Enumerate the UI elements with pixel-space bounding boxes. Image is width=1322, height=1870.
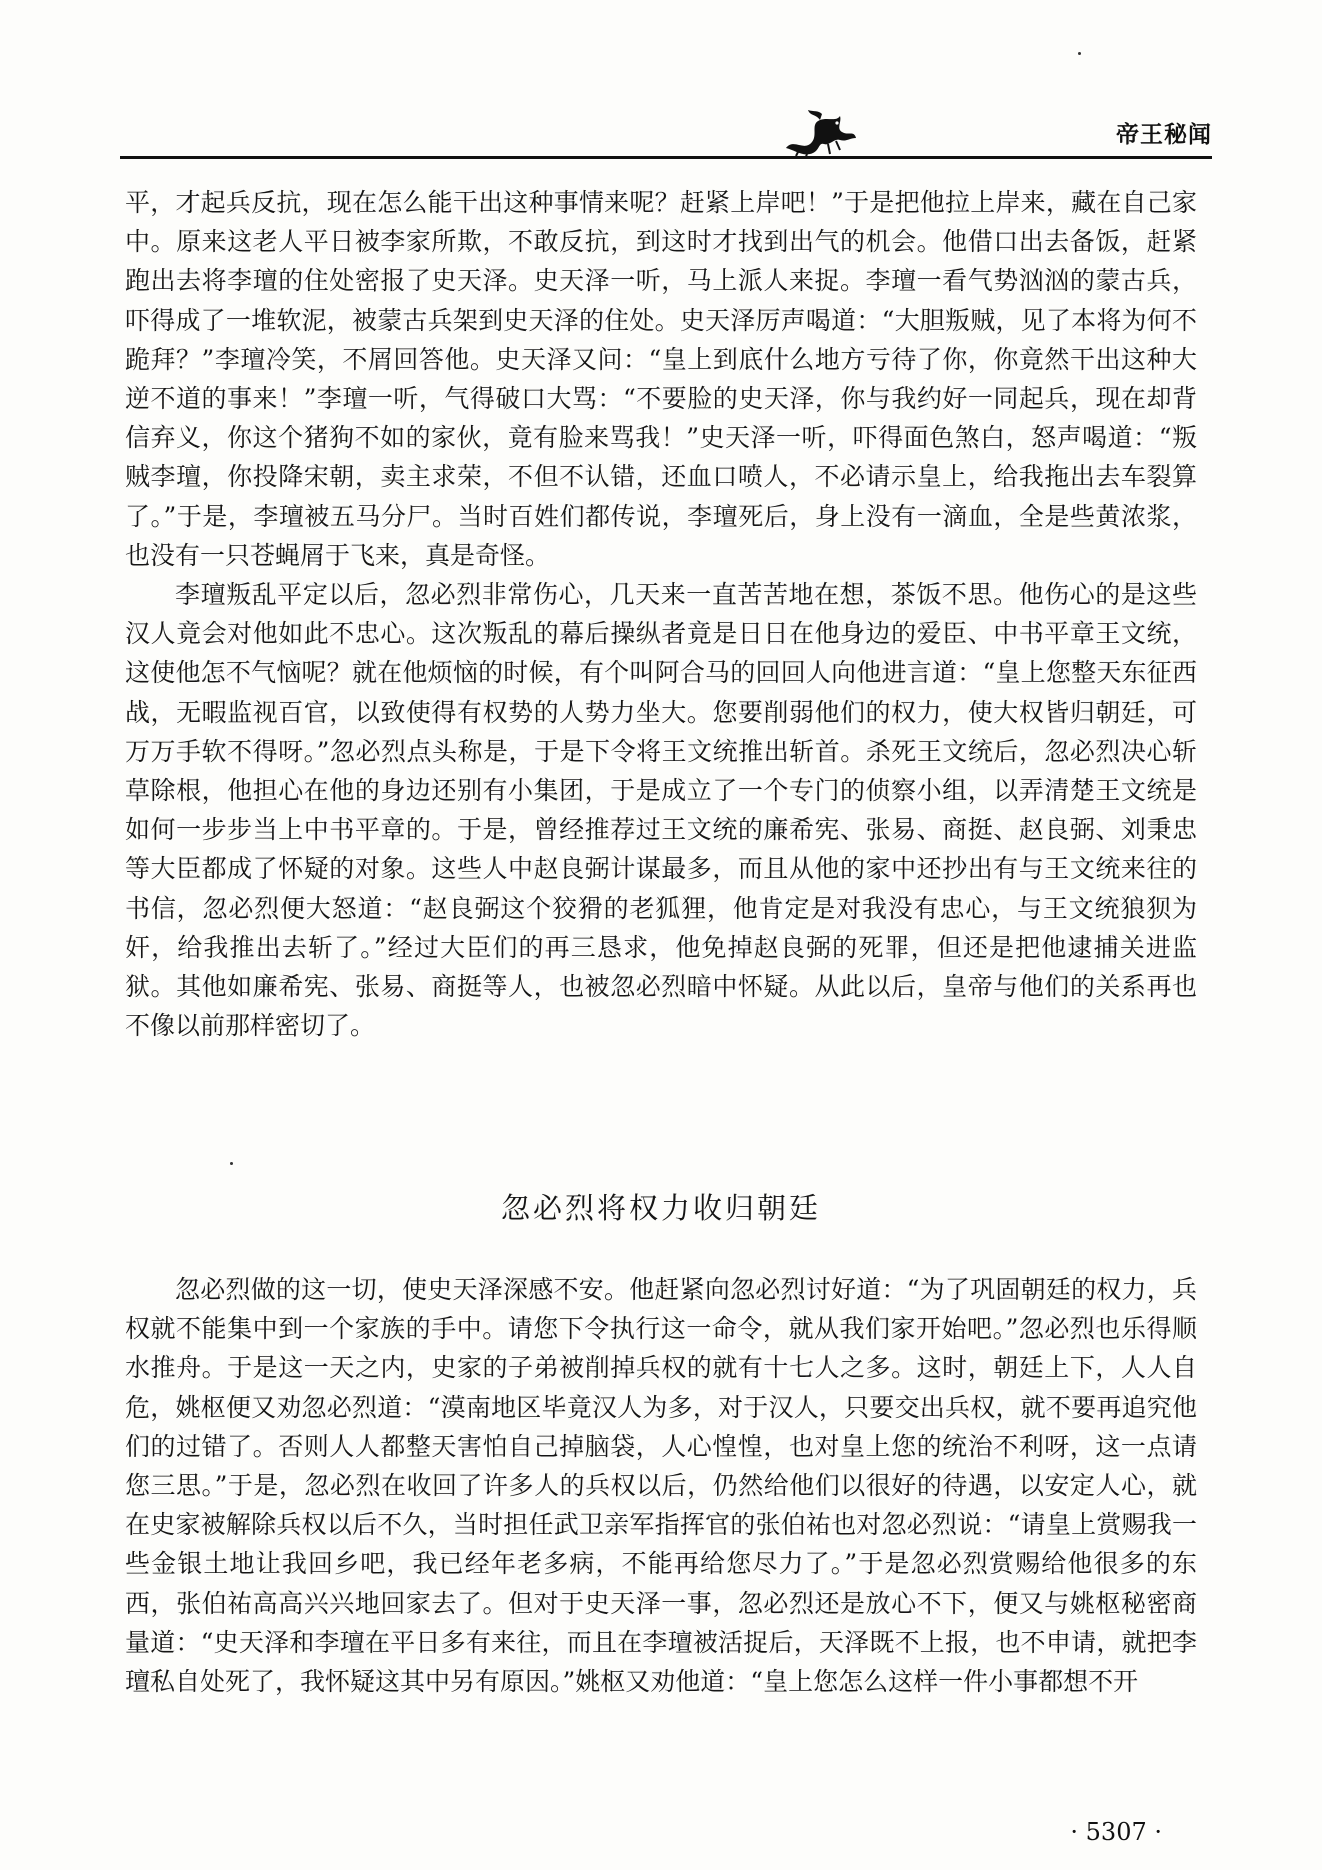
paragraph: 李璮叛乱平定以后，忽必烈非常伤心，几天来一直苦苦地在想，茶饭不思。他伤心的是这些汉人竟会对他如此不忠心。这次叛乱的幕后操纵者竟是日日在他身边的爱臣、中书平章王文统，这使他怎不气恼呢？就在他烦恼的时候，有个叫阿合马的回回人向他进言道：“皇上您整天东征西战，无暇监视百官，以致使得有权势的人势力坐大。您要削弱他们的权力，使大权皆归朝廷，可万万手软不得呀。”忽必烈点头称是，于是下令将王文统推出斩首。杀死王文统后，忽必烈决心斩草除根，他担心在他的身边还别有小集团，于是成立了一个专门的侦察小组，以弄清楚王文统是如何一步步当上中书平章的。于是，曾经推荐过王文统的廉希宪、张易、商挺、赵良弼、刘秉忠等大臣都成了怀疑的对象。这些人中赵良弼计谋最多，而且从他的家中还抄出有与王文统来往的书信，忽必烈便大怒道：“赵良弼这个狡猾的老狐狸，他肯定是对我没有忠心，与王文统狼狈为奸，给我推出去斩了。”经过大臣们的再三恳求，他免掉赵良弼的死罪，但还是把他逮捕关进监狱。其他如廉希宪、张易、商挺等人，也被忽必烈暗中怀疑。从此以后，皇帝与他们的关系再也不像以前那样密切了。 bbox=[125, 580, 1197, 1041]
body-text-bottom bbox=[125, 1270, 1197, 1701]
book-title: 帝王秘闻 bbox=[1116, 122, 1212, 148]
running-header bbox=[120, 108, 1212, 160]
body-text-top bbox=[125, 183, 1197, 1045]
paragraph: 平，才起兵反抗，现在怎么能干出这种事情来呢？赶紧上岸吧！”于是把他拉上岸来，藏在自己家中。原来这老人平日被李家所欺，不敢反抗，到这时才找到出气的机会。他借口出去备饭，赶紧跑出去将李璮的住处密报了史天泽。史天泽一听，马上派人来捉。李璮一看气势汹汹的蒙古兵，吓得成了一堆软泥，被蒙古兵架到史天泽的住处。史天泽厉声喝道：“大胆叛贼，见了本将为何不跪拜？”李璮冷笑，不屑回答他。史天泽又问：“皇上到底什么地方亏待了你，你竟然干出这种大逆不道的事来！”李璮一听，气得破口大骂：“不要脸的史天泽，你与我约好一同起兵，现在却背信弃义，你这个猪狗不如的家伙，竟有脸来骂我！”史天泽一听，吓得面色煞白，怒声喝道：“叛贼李璮，你投降宋朝，卖主求荣，不但不认错，还血口喷人，不必请示皇上，给我拖出去车裂算了。”于是，李璮被五马分尸。当时百姓们都传说，李璮死后，身上没有一滴血，全是些黄浓浆，也没有一只苍蝇屑于飞来，真是奇怪。 bbox=[125, 188, 1197, 570]
page-number: · 5307 · bbox=[1070, 1818, 1162, 1846]
scan-speck bbox=[1078, 52, 1081, 55]
paragraph: 忽必烈做的这一切，使史天泽深感不安。他赶紧向忽必烈讨好道：“为了巩固朝廷的权力，兵权就不能集中到一个家族的手中。请您下令执行这一命令，就从我们家开始吧。”忽必烈也乐得顺水推舟。于是这一天之内，史家的子弟被削掉兵权的就有十七人之多。这时，朝廷上下，人人自危，姚枢便又劝忽必烈道：“漠南地区毕竟汉人为多，对于汉人，只要交出兵权，就不要再追究他们的过错了。否则人人都整天害怕自己掉脑袋，人心惶惶，也对皇上您的统治不利呀，这一点请您三思。”于是，忽必烈在收回了许多人的兵权以后，仍然给他们以很好的待遇，以安定人心，就在史家被解除兵权以后不久，当时担任武卫亲军指挥官的张伯祐也对忽必烈说：“请皇上赏赐我一些金银土地让我回乡吧，我已经年老多病，不能再给您尽力了。”于是忽必烈赏赐给他很多的东西，张伯祐高高兴兴地回家去了。但对于史天泽一事，忽必烈还是放心不下，便又与姚枢秘密商量道：“史天泽和李璮在平日多有来往，而且在李璮被活捉后，天泽既不上报，也不申请，就把李璮私自处死了，我怀疑这其中另有原因。”姚枢又劝他道：“皇上您怎么这样一件小事都想不开 bbox=[125, 1275, 1197, 1697]
dragon-icon bbox=[780, 108, 858, 158]
section-heading: 忽必烈将权力收归朝廷 bbox=[500, 1191, 821, 1225]
scan-speck bbox=[230, 1162, 233, 1165]
header-rule bbox=[120, 156, 1212, 159]
